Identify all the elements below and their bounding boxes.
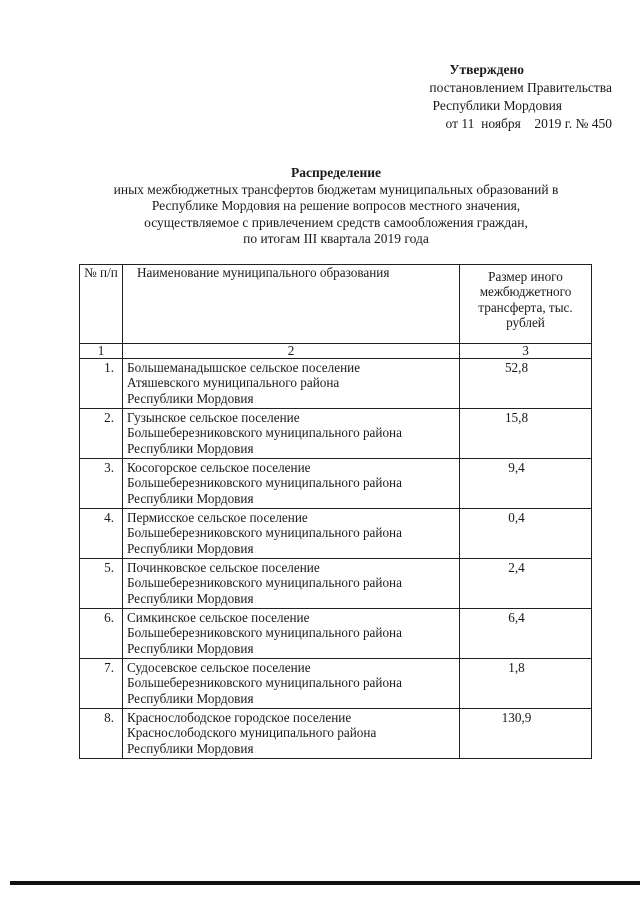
row-number: 5. [80, 559, 123, 609]
header-num: № п/п [80, 265, 123, 344]
document-subtitle-line-3: осуществляемое с привлечением средств самообложения граждан, [144, 214, 528, 230]
table-row [80, 659, 592, 709]
approval-line-1: постановлением Правительства [429, 80, 612, 95]
municipality-name-line: Большеберезниковского муниципального района [127, 575, 402, 591]
municipality-name-line: Гузынское сельское поселение [127, 410, 300, 425]
transfer-amount: 0,4 [460, 509, 592, 559]
table-row [80, 359, 592, 409]
municipality-name [123, 709, 460, 759]
table-header-row [80, 265, 592, 344]
approval-line-2: Республики Мордовия [432, 98, 562, 113]
transfer-amount: 15,8 [460, 409, 592, 459]
header-name: Наименование муниципального образования [123, 265, 460, 344]
row-number: 4. [80, 509, 123, 559]
municipality-name-line: Республики Мордовия [127, 540, 254, 556]
municipality-name-line: Краснослободского муниципального района [127, 725, 377, 741]
municipality-name-line: Республики Мордовия [127, 690, 254, 706]
transfer-amount: 9,4 [460, 459, 592, 509]
municipality-name-line: Починковское сельское поселение [127, 560, 320, 575]
municipality-name-line: Большеберезниковского муниципального района [127, 475, 402, 491]
bottom-border-line [10, 881, 640, 885]
municipality-name-line: Большеманадышское сельское поселение [127, 360, 361, 375]
document-title-block [72, 165, 600, 248]
municipality-name [123, 609, 460, 659]
table-row [80, 459, 592, 509]
row-number: 1. [80, 359, 123, 409]
table-row [80, 509, 592, 559]
municipality-name-line: Судосевское сельское поселение [127, 660, 311, 675]
column-number-3: 3 [460, 344, 592, 359]
municipality-name-line: Краснослободское городское поселение [127, 710, 352, 725]
municipality-name-line: Пермисское сельское поселение [127, 510, 308, 525]
header-amount: Размер иного межбюджетного трансферта, тыс. рублей [460, 265, 592, 344]
transfer-amount: 2,4 [460, 559, 592, 609]
table-row [80, 409, 592, 459]
approval-line-3: от 11 ноября 2019 г. № 450 [445, 116, 612, 131]
municipality-name-line: Большеберезниковского муниципального района [127, 625, 402, 641]
transfer-amount: 6,4 [460, 609, 592, 659]
municipality-name-line: Республики Мордовия [127, 740, 254, 756]
document-title: Распределение [290, 165, 382, 180]
column-number-1: 1 [80, 344, 123, 359]
municipality-name-line: Атяшевского муниципального района [127, 375, 340, 391]
row-number: 6. [80, 609, 123, 659]
municipality-name [123, 459, 460, 509]
approval-block [342, 61, 612, 133]
approval-heading: Утверждено [449, 62, 524, 77]
transfer-amount: 130,9 [460, 709, 592, 759]
municipality-name-line: Республики Мордовия [127, 640, 254, 656]
municipality-name-line: Большеберезниковского муниципального района [127, 675, 402, 691]
municipality-name [123, 509, 460, 559]
column-number-2: 2 [123, 344, 460, 359]
municipality-name [123, 409, 460, 459]
transfer-table [79, 264, 592, 759]
municipality-name-line: Республики Мордовия [127, 490, 254, 506]
table-column-numbers-row [80, 344, 592, 359]
municipality-name-line: Республики Мордовия [127, 590, 254, 606]
row-number: 3. [80, 459, 123, 509]
table-row [80, 609, 592, 659]
document-subtitle-line-2: Республике Мордовия на решение вопросов местного значения, [151, 198, 521, 213]
transfer-amount: 52,8 [460, 359, 592, 409]
municipality-name [123, 559, 460, 609]
table-row [80, 559, 592, 609]
municipality-name-line: Симкинское сельское поселение [127, 610, 310, 625]
municipality-name-line: Большеберезниковского муниципального района [127, 525, 402, 541]
municipality-name-line: Республики Мордовия [127, 390, 254, 406]
municipality-name-line: Большеберезниковского муниципального района [127, 425, 402, 441]
document-subtitle-line-1: иных межбюджетных трансфертов бюджетам муниципальных образований в [113, 181, 559, 197]
municipality-name [123, 359, 460, 409]
row-number: 7. [80, 659, 123, 709]
document-subtitle-line-4: по итогам III квартала 2019 года [243, 231, 429, 246]
row-number: 2. [80, 409, 123, 459]
table-row [80, 709, 592, 759]
row-number: 8. [80, 709, 123, 759]
municipality-name-line: Республики Мордовия [127, 440, 254, 456]
municipality-name-line: Косогорское сельское поселение [127, 460, 311, 475]
municipality-name [123, 659, 460, 709]
transfer-amount: 1,8 [460, 659, 592, 709]
